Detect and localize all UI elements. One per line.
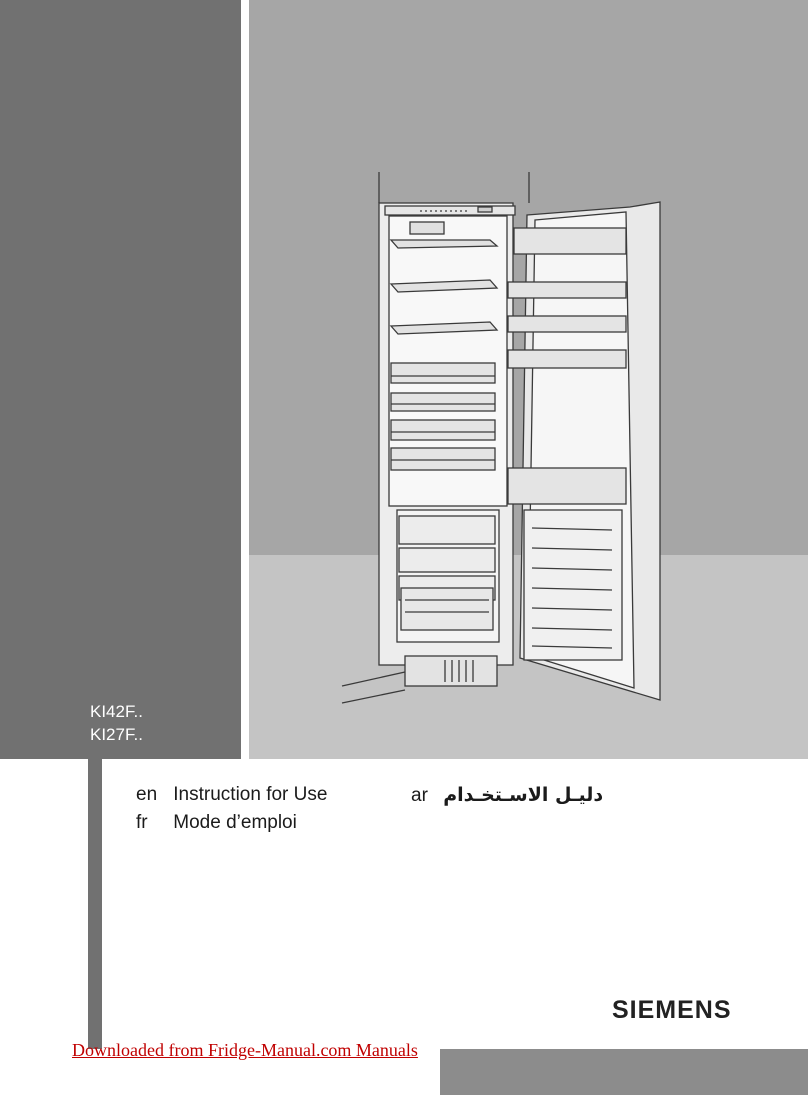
language-row-ar bbox=[411, 784, 603, 807]
brand-logo: SIEMENS bbox=[612, 996, 732, 1024]
language-title: Mode d’emploi bbox=[173, 812, 297, 833]
language-row-fr bbox=[136, 812, 297, 834]
language-code: fr bbox=[136, 812, 148, 833]
download-source-link[interactable]: Downloaded from Fridge-Manual.com Manuals bbox=[72, 1040, 418, 1060]
language-title: دليـل الاسـتخـدام bbox=[443, 784, 604, 806]
left-vertical-strip bbox=[88, 759, 102, 1049]
bottom-gray-band bbox=[440, 1049, 808, 1095]
language-row-en bbox=[136, 784, 327, 806]
model-number: KI27F.. bbox=[90, 725, 143, 744]
model-numbers bbox=[90, 700, 143, 746]
model-number: KI42F.. bbox=[90, 702, 143, 721]
language-code: ar bbox=[411, 785, 428, 806]
language-title: Instruction for Use bbox=[173, 784, 328, 805]
language-code: en bbox=[136, 784, 158, 805]
